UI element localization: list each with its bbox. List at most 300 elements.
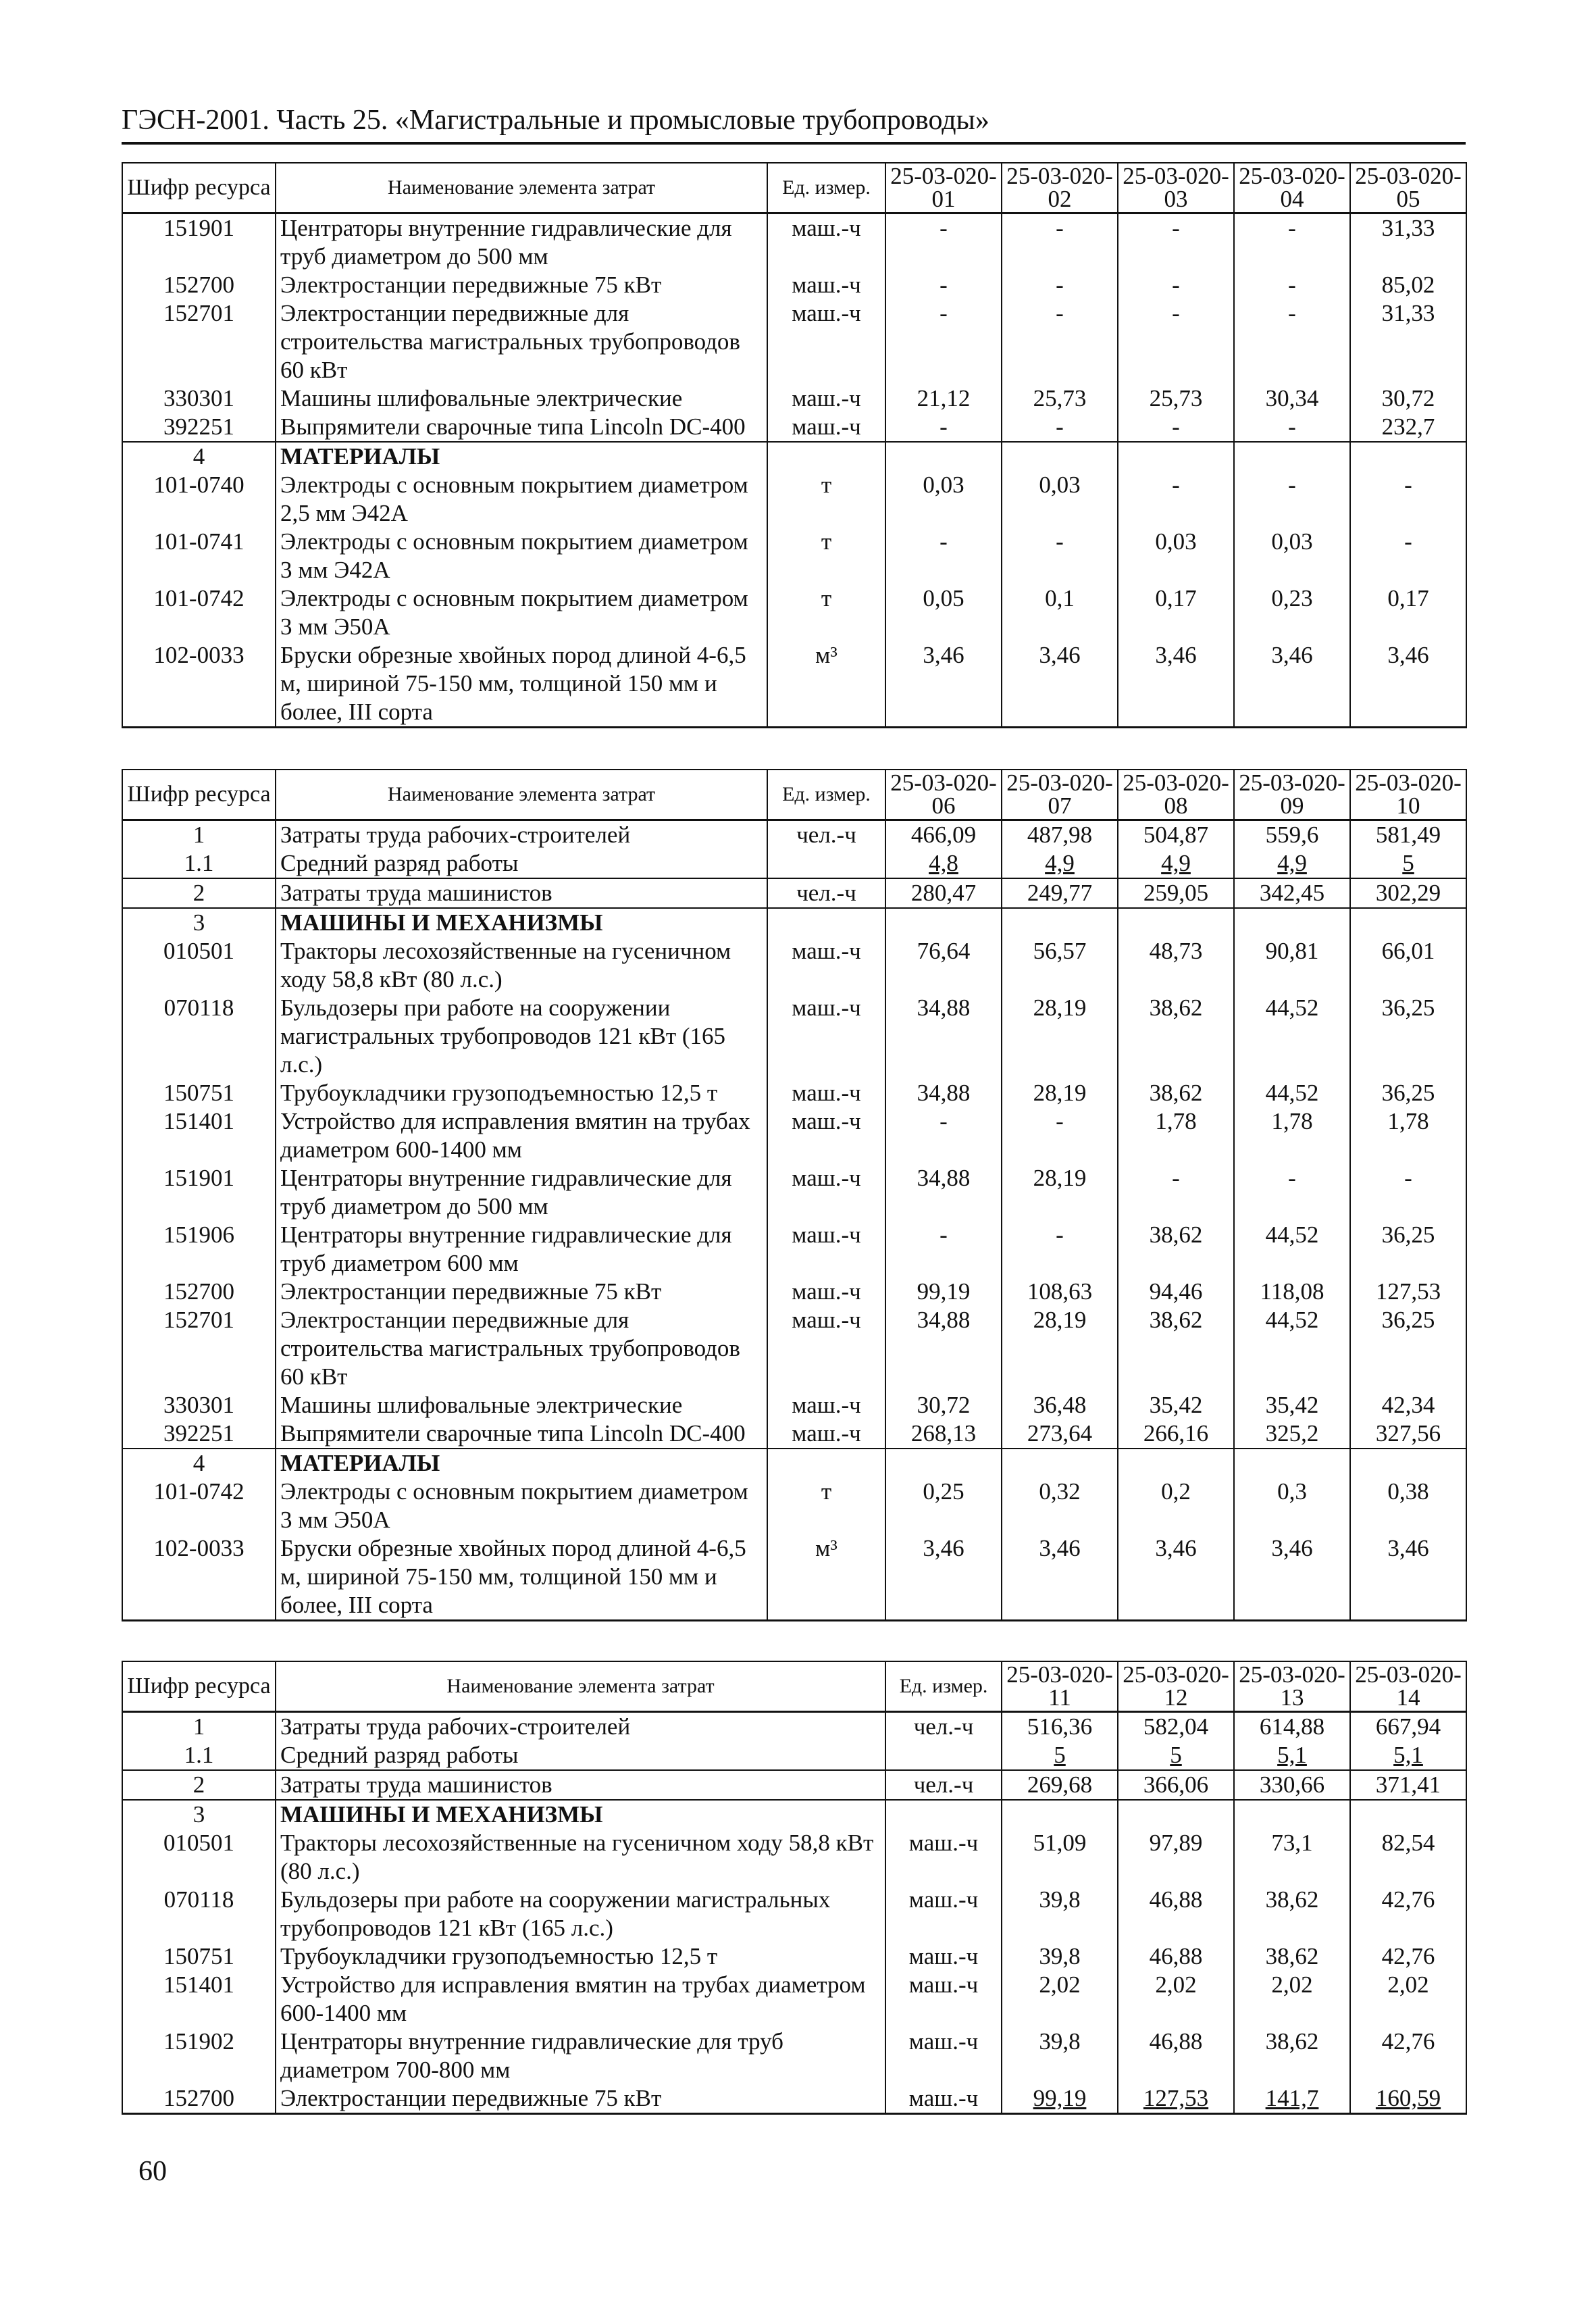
header-name: Наименование элемента затрат bbox=[276, 163, 767, 213]
unit-cell: маш.-ч bbox=[885, 2028, 1002, 2084]
value-cell: - bbox=[1234, 471, 1350, 528]
value-cell: 0,23 bbox=[1234, 584, 1350, 641]
header-norm-code: 25-03-020-11 bbox=[1002, 1661, 1118, 1712]
value-cell bbox=[1350, 908, 1466, 937]
resource-code: 151401 bbox=[122, 1971, 276, 2028]
value-cell: 0,03 bbox=[1234, 528, 1350, 584]
value-cell: 3,46 bbox=[1234, 641, 1350, 728]
resource-code: 101-0741 bbox=[122, 528, 276, 584]
resource-name: Электростанции передвижные для строительства магистральных трубопроводов 60 кВт bbox=[276, 299, 767, 384]
value-cell: 36,25 bbox=[1350, 1306, 1466, 1391]
table-body bbox=[122, 1712, 1466, 2114]
value-cell: 39,8 bbox=[1002, 1942, 1118, 1971]
resource-code: 330301 bbox=[122, 384, 276, 413]
value-cell: 34,88 bbox=[885, 1164, 1002, 1221]
value-cell: 3,46 bbox=[885, 1534, 1002, 1621]
value-cell: 302,29 bbox=[1350, 878, 1466, 908]
unit-cell: маш.-ч bbox=[885, 1829, 1002, 1886]
table-row bbox=[122, 1419, 1466, 1449]
value-cell: 3,46 bbox=[1350, 641, 1466, 728]
value-cell: - bbox=[1002, 1107, 1118, 1164]
value-cell: 99,19 bbox=[885, 1278, 1002, 1306]
resource-code: 101-0740 bbox=[122, 471, 276, 528]
resource-code: 070118 bbox=[122, 994, 276, 1079]
value-cell: 46,88 bbox=[1118, 2028, 1234, 2084]
table-row bbox=[122, 1391, 1466, 1419]
header-norm-code: 25-03-020-14 bbox=[1350, 1661, 1466, 1712]
table-row bbox=[122, 1478, 1466, 1534]
value-cell: 34,88 bbox=[885, 1079, 1002, 1107]
unit-cell: маш.-ч bbox=[885, 1971, 1002, 2028]
table-row bbox=[122, 641, 1466, 728]
unit-cell: маш.-ч bbox=[767, 413, 885, 442]
value-cell: 3,46 bbox=[1234, 1534, 1350, 1621]
resource-name: Бульдозеры при работе на сооружении магистральных трубопроводов 121 кВт (165 л.с.) bbox=[276, 1886, 885, 1942]
value-cell: 582,04 bbox=[1118, 1712, 1234, 1742]
value-cell: 1,78 bbox=[1234, 1107, 1350, 1164]
value-cell: 44,52 bbox=[1234, 1306, 1350, 1391]
value-cell: 0,1 bbox=[1002, 584, 1118, 641]
value-cell bbox=[1350, 1800, 1466, 1829]
value-cell: 51,09 bbox=[1002, 1829, 1118, 1886]
value-cell: - bbox=[1002, 528, 1118, 584]
value-cell: 2,02 bbox=[1234, 1971, 1350, 2028]
table-row bbox=[122, 1886, 1466, 1942]
table-body bbox=[122, 820, 1466, 1621]
resource-name: МАТЕРИАЛЫ bbox=[276, 442, 767, 471]
value-cell: 273,64 bbox=[1002, 1419, 1118, 1449]
value-cell: 46,88 bbox=[1118, 1942, 1234, 1971]
value-cell: - bbox=[1234, 271, 1350, 299]
resource-name: Бруски обрезные хвойных пород длиной 4-6,5 м, шириной 75-150 мм, толщиной 150 мм и более, III сорта bbox=[276, 641, 767, 728]
value-cell: 371,41 bbox=[1350, 1770, 1466, 1800]
unit-cell: маш.-ч bbox=[767, 1391, 885, 1419]
page-header: ГЭСН-2001. Часть 25. «Магистральные и промысловые трубопроводы» bbox=[122, 101, 1466, 145]
table-row bbox=[122, 820, 1466, 850]
resource-name: Электростанции передвижные 75 кВт bbox=[276, 1278, 767, 1306]
value-cell: 42,34 bbox=[1350, 1391, 1466, 1419]
table-row bbox=[122, 937, 1466, 994]
unit-cell: маш.-ч bbox=[767, 937, 885, 994]
value-cell: 42,76 bbox=[1350, 1886, 1466, 1942]
resource-code: 151401 bbox=[122, 1107, 276, 1164]
value-cell: 266,16 bbox=[1118, 1419, 1234, 1449]
resource-name: Средний разряд работы bbox=[276, 849, 767, 878]
value-cell bbox=[1118, 1449, 1234, 1478]
table-header bbox=[122, 770, 1466, 820]
value-cell: 0,03 bbox=[885, 471, 1002, 528]
value-cell: 38,62 bbox=[1118, 1079, 1234, 1107]
value-cell: 97,89 bbox=[1118, 1829, 1234, 1886]
value-cell: 516,36 bbox=[1002, 1712, 1118, 1742]
value-cell: 2,02 bbox=[1118, 1971, 1234, 2028]
resource-code: 152700 bbox=[122, 1278, 276, 1306]
header-norm-code: 25-03-020-09 bbox=[1234, 770, 1350, 820]
value-cell: 25,73 bbox=[1002, 384, 1118, 413]
resource-code: 330301 bbox=[122, 1391, 276, 1419]
value-cell: 36,48 bbox=[1002, 1391, 1118, 1419]
value-cell: 56,57 bbox=[1002, 937, 1118, 994]
value-cell: 3,46 bbox=[885, 641, 1002, 728]
value-cell: 0,03 bbox=[1118, 528, 1234, 584]
table-row bbox=[122, 471, 1466, 528]
value-cell: - bbox=[885, 213, 1002, 272]
resource-name: Тракторы лесохозяйственные на гусеничном ходу 58,8 кВт (80 л.с.) bbox=[276, 937, 767, 994]
header-unit: Ед. измер. bbox=[767, 770, 885, 820]
value-cell: 48,73 bbox=[1118, 937, 1234, 994]
resource-name: Центраторы внутренние гидравлические для труб диаметром до 500 мм bbox=[276, 1164, 767, 1221]
resource-name: Тракторы лесохозяйственные на гусеничном ходу 58,8 кВт (80 л.с.) bbox=[276, 1829, 885, 1886]
value-cell: 2,02 bbox=[1350, 1971, 1466, 2028]
section-title-row bbox=[122, 1800, 1466, 1829]
value-cell: 3,46 bbox=[1118, 1534, 1234, 1621]
unit-cell: чел.-ч bbox=[885, 1770, 1002, 1800]
value-cell: - bbox=[885, 413, 1002, 442]
value-cell: 35,42 bbox=[1118, 1391, 1234, 1419]
table-row bbox=[122, 1221, 1466, 1278]
value-cell: 5 bbox=[1350, 849, 1466, 878]
header-norm-code: 25-03-020-08 bbox=[1118, 770, 1234, 820]
value-cell: 141,7 bbox=[1234, 2084, 1350, 2114]
unit-cell: маш.-ч bbox=[767, 1221, 885, 1278]
table-row bbox=[122, 994, 1466, 1079]
value-cell: 5 bbox=[1118, 1741, 1234, 1770]
resource-code: 151902 bbox=[122, 2028, 276, 2084]
table-row bbox=[122, 2028, 1466, 2084]
section-title-row bbox=[122, 442, 1466, 471]
value-cell bbox=[1234, 1449, 1350, 1478]
header-norm-code: 25-03-020-04 bbox=[1234, 163, 1350, 213]
value-cell: 466,09 bbox=[885, 820, 1002, 850]
table-row bbox=[122, 528, 1466, 584]
value-cell: 28,19 bbox=[1002, 1164, 1118, 1221]
header-norm-code: 25-03-020-06 bbox=[885, 770, 1002, 820]
value-cell: 90,81 bbox=[1234, 937, 1350, 994]
value-cell: - bbox=[885, 1221, 1002, 1278]
value-cell: 118,08 bbox=[1234, 1278, 1350, 1306]
table-row bbox=[122, 299, 1466, 384]
value-cell: 94,46 bbox=[1118, 1278, 1234, 1306]
value-cell: 667,94 bbox=[1350, 1712, 1466, 1742]
value-cell: 25,73 bbox=[1118, 384, 1234, 413]
unit-cell: маш.-ч bbox=[767, 384, 885, 413]
value-cell: 4,9 bbox=[1002, 849, 1118, 878]
value-cell: 38,62 bbox=[1234, 1886, 1350, 1942]
value-cell: 0,05 bbox=[885, 584, 1002, 641]
header-norm-code: 25-03-020-01 bbox=[885, 163, 1002, 213]
value-cell: 0,3 bbox=[1234, 1478, 1350, 1534]
value-cell: 504,87 bbox=[1118, 820, 1234, 850]
unit-cell: маш.-ч bbox=[767, 213, 885, 272]
value-cell bbox=[1118, 442, 1234, 471]
unit-cell: маш.-ч bbox=[767, 1164, 885, 1221]
value-cell: 614,88 bbox=[1234, 1712, 1350, 1742]
resource-code: 3 bbox=[122, 908, 276, 937]
table-row bbox=[122, 384, 1466, 413]
value-cell bbox=[1234, 1800, 1350, 1829]
value-cell: - bbox=[1002, 213, 1118, 272]
value-cell: - bbox=[885, 528, 1002, 584]
resource-name: Электростанции передвижные для строительства магистральных трубопроводов 60 кВт bbox=[276, 1306, 767, 1391]
table-row bbox=[122, 849, 1466, 878]
value-cell: 85,02 bbox=[1350, 271, 1466, 299]
unit-cell bbox=[767, 442, 885, 471]
resource-name: Затраты труда рабочих-строителей bbox=[276, 1712, 885, 1742]
table-row bbox=[122, 1829, 1466, 1886]
value-cell bbox=[885, 1449, 1002, 1478]
value-cell: 5,1 bbox=[1234, 1741, 1350, 1770]
value-cell: 38,62 bbox=[1118, 1306, 1234, 1391]
value-cell: 127,53 bbox=[1118, 2084, 1234, 2114]
value-cell bbox=[1350, 442, 1466, 471]
value-cell: 325,2 bbox=[1234, 1419, 1350, 1449]
resource-name: Затраты труда рабочих-строителей bbox=[276, 820, 767, 850]
table-row bbox=[122, 1942, 1466, 1971]
value-cell: 28,19 bbox=[1002, 994, 1118, 1079]
unit-cell: чел.-ч bbox=[767, 820, 885, 850]
value-cell: 36,25 bbox=[1350, 1079, 1466, 1107]
value-cell bbox=[1118, 908, 1234, 937]
value-cell: - bbox=[1118, 271, 1234, 299]
unit-cell: чел.-ч bbox=[767, 878, 885, 908]
resource-name: Устройство для исправления вмятин на трубах диаметром 600-1400 мм bbox=[276, 1107, 767, 1164]
table-row bbox=[122, 1107, 1466, 1164]
table-row bbox=[122, 1712, 1466, 1742]
value-cell bbox=[885, 442, 1002, 471]
resource-name: Бруски обрезные хвойных пород длиной 4-6,5 м, шириной 75-150 мм, толщиной 150 мм и более, III сорта bbox=[276, 1534, 767, 1621]
value-cell: 127,53 bbox=[1350, 1278, 1466, 1306]
section-title-row bbox=[122, 1449, 1466, 1478]
value-cell: 108,63 bbox=[1002, 1278, 1118, 1306]
resource-code: 4 bbox=[122, 1449, 276, 1478]
value-cell: - bbox=[1002, 413, 1118, 442]
unit-cell: т bbox=[767, 528, 885, 584]
resource-code: 150751 bbox=[122, 1079, 276, 1107]
resource-name: Бульдозеры при работе на сооружении магистральных трубопроводов 121 кВт (165 л.с.) bbox=[276, 994, 767, 1079]
value-cell bbox=[885, 908, 1002, 937]
cost-table-3 bbox=[122, 1661, 1467, 2115]
value-cell: - bbox=[1002, 299, 1118, 384]
header-norm-code: 25-03-020-10 bbox=[1350, 770, 1466, 820]
value-cell: 4,8 bbox=[885, 849, 1002, 878]
value-cell: 269,68 bbox=[1002, 1770, 1118, 1800]
value-cell: 31,33 bbox=[1350, 213, 1466, 272]
value-cell: 31,33 bbox=[1350, 299, 1466, 384]
header-code: Шифр ресурса bbox=[122, 770, 276, 820]
value-cell: 0,17 bbox=[1118, 584, 1234, 641]
value-cell: 36,25 bbox=[1350, 994, 1466, 1079]
value-cell bbox=[1350, 1449, 1466, 1478]
table-row bbox=[122, 1306, 1466, 1391]
value-cell: 0,2 bbox=[1118, 1478, 1234, 1534]
value-cell: 160,59 bbox=[1350, 2084, 1466, 2114]
table-row bbox=[122, 584, 1466, 641]
resource-name: Выпрямители сварочные типа Lincoln DC-400 bbox=[276, 1419, 767, 1449]
value-cell: 38,62 bbox=[1234, 2028, 1350, 2084]
resource-name: Трубоукладчики грузоподъемностью 12,5 т bbox=[276, 1942, 885, 1971]
resource-name: МАШИНЫ И МЕХАНИЗМЫ bbox=[276, 1800, 885, 1829]
resource-code: 151901 bbox=[122, 1164, 276, 1221]
value-cell: - bbox=[1234, 213, 1350, 272]
resource-code: 152700 bbox=[122, 271, 276, 299]
unit-cell: м³ bbox=[767, 1534, 885, 1621]
value-cell: 3,46 bbox=[1002, 641, 1118, 728]
table-row bbox=[122, 878, 1466, 908]
value-cell: 73,1 bbox=[1234, 1829, 1350, 1886]
value-cell: - bbox=[1118, 299, 1234, 384]
resource-name: Центраторы внутренние гидравлические для труб диаметром до 500 мм bbox=[276, 213, 767, 272]
value-cell: - bbox=[1234, 299, 1350, 384]
resource-name: Машины шлифовальные электрические bbox=[276, 1391, 767, 1419]
resource-name: Электроды с основным покрытием диаметром 3 мм Э50А bbox=[276, 1478, 767, 1534]
header-row bbox=[122, 1661, 1466, 1712]
value-cell: 268,13 bbox=[885, 1419, 1002, 1449]
value-cell: 330,66 bbox=[1234, 1770, 1350, 1800]
resource-code: 4 bbox=[122, 442, 276, 471]
table-row bbox=[122, 1164, 1466, 1221]
resource-code: 010501 bbox=[122, 1829, 276, 1886]
unit-cell: маш.-ч bbox=[885, 1886, 1002, 1942]
unit-cell: маш.-ч bbox=[767, 1306, 885, 1391]
value-cell: 42,76 bbox=[1350, 2028, 1466, 2084]
value-cell bbox=[1002, 908, 1118, 937]
value-cell: 0,03 bbox=[1002, 471, 1118, 528]
unit-cell: маш.-ч bbox=[767, 271, 885, 299]
resource-name: МАТЕРИАЛЫ bbox=[276, 1449, 767, 1478]
cost-table-1 bbox=[122, 162, 1467, 728]
resource-name: Затраты труда машинистов bbox=[276, 1770, 885, 1800]
value-cell: - bbox=[1350, 471, 1466, 528]
table-body bbox=[122, 213, 1466, 728]
header-code: Шифр ресурса bbox=[122, 163, 276, 213]
value-cell: 44,52 bbox=[1234, 1079, 1350, 1107]
resource-name: Машины шлифовальные электрические bbox=[276, 384, 767, 413]
value-cell: 39,8 bbox=[1002, 2028, 1118, 2084]
value-cell: 366,06 bbox=[1118, 1770, 1234, 1800]
value-cell: - bbox=[1350, 528, 1466, 584]
table-row bbox=[122, 1770, 1466, 1800]
header-unit: Ед. измер. bbox=[885, 1661, 1002, 1712]
value-cell: 280,47 bbox=[885, 878, 1002, 908]
resource-code: 152701 bbox=[122, 299, 276, 384]
unit-cell: маш.-ч bbox=[767, 299, 885, 384]
value-cell: 44,52 bbox=[1234, 1221, 1350, 1278]
resource-name: Трубоукладчики грузоподъемностью 12,5 т bbox=[276, 1079, 767, 1107]
header-norm-code: 25-03-020-12 bbox=[1118, 1661, 1234, 1712]
value-cell: 21,12 bbox=[885, 384, 1002, 413]
value-cell: 581,49 bbox=[1350, 820, 1466, 850]
resource-code: 1 bbox=[122, 820, 276, 850]
value-cell: 249,77 bbox=[1002, 878, 1118, 908]
unit-cell: маш.-ч bbox=[885, 2084, 1002, 2114]
resource-code: 1 bbox=[122, 1712, 276, 1742]
unit-cell: маш.-ч bbox=[885, 1942, 1002, 1971]
unit-cell: маш.-ч bbox=[767, 1278, 885, 1306]
value-cell: 34,88 bbox=[885, 994, 1002, 1079]
value-cell: 76,64 bbox=[885, 937, 1002, 994]
resource-name: Электроды с основным покрытием диаметром 3 мм Э42А bbox=[276, 528, 767, 584]
unit-cell bbox=[767, 1449, 885, 1478]
value-cell: - bbox=[1002, 271, 1118, 299]
header-unit: Ед. измер. bbox=[767, 163, 885, 213]
value-cell: 4,9 bbox=[1234, 849, 1350, 878]
unit-cell bbox=[767, 908, 885, 937]
table-row bbox=[122, 1971, 1466, 2028]
unit-cell: т bbox=[767, 1478, 885, 1534]
value-cell: 39,8 bbox=[1002, 1886, 1118, 1942]
value-cell: 30,72 bbox=[885, 1391, 1002, 1419]
header-code: Шифр ресурса bbox=[122, 1661, 276, 1712]
value-cell: 2,02 bbox=[1002, 1971, 1118, 2028]
resource-code: 102-0033 bbox=[122, 1534, 276, 1621]
table-row bbox=[122, 1741, 1466, 1770]
value-cell: 99,19 bbox=[1002, 2084, 1118, 2114]
value-cell: - bbox=[1002, 1221, 1118, 1278]
value-cell bbox=[1002, 1449, 1118, 1478]
value-cell: 327,56 bbox=[1350, 1419, 1466, 1449]
value-cell: 44,52 bbox=[1234, 994, 1350, 1079]
unit-cell: т bbox=[767, 584, 885, 641]
table-row bbox=[122, 213, 1466, 272]
value-cell bbox=[1002, 1800, 1118, 1829]
value-cell: 487,98 bbox=[1002, 820, 1118, 850]
value-cell: 1,78 bbox=[1118, 1107, 1234, 1164]
value-cell: 34,88 bbox=[885, 1306, 1002, 1391]
value-cell: 259,05 bbox=[1118, 878, 1234, 908]
resource-name: Электроды с основным покрытием диаметром 2,5 мм Э42А bbox=[276, 471, 767, 528]
value-cell: - bbox=[1118, 213, 1234, 272]
resource-name: Электростанции передвижные 75 кВт bbox=[276, 2084, 885, 2114]
table-row bbox=[122, 1079, 1466, 1107]
value-cell: 30,34 bbox=[1234, 384, 1350, 413]
value-cell bbox=[1118, 1800, 1234, 1829]
value-cell bbox=[1002, 442, 1118, 471]
value-cell: 559,6 bbox=[1234, 820, 1350, 850]
resource-code: 152701 bbox=[122, 1306, 276, 1391]
unit-cell: м³ bbox=[767, 641, 885, 728]
table-row bbox=[122, 1534, 1466, 1621]
header-name: Наименование элемента затрат bbox=[276, 770, 767, 820]
unit-cell: маш.-ч bbox=[767, 994, 885, 1079]
value-cell: - bbox=[1234, 1164, 1350, 1221]
value-cell: 35,42 bbox=[1234, 1391, 1350, 1419]
value-cell: 42,76 bbox=[1350, 1942, 1466, 1971]
header-row bbox=[122, 770, 1466, 820]
unit-cell bbox=[885, 1800, 1002, 1829]
resource-name: Выпрямители сварочные типа Lincoln DC-400 bbox=[276, 413, 767, 442]
table-row bbox=[122, 1278, 1466, 1306]
value-cell: - bbox=[1118, 471, 1234, 528]
resource-code: 3 bbox=[122, 1800, 276, 1829]
unit-cell bbox=[767, 849, 885, 878]
value-cell: 3,46 bbox=[1002, 1534, 1118, 1621]
page-number: 60 bbox=[138, 2156, 167, 2187]
value-cell: 0,32 bbox=[1002, 1478, 1118, 1534]
unit-cell: маш.-ч bbox=[767, 1079, 885, 1107]
resource-code: 010501 bbox=[122, 937, 276, 994]
section-title-row bbox=[122, 908, 1466, 937]
value-cell: 36,25 bbox=[1350, 1221, 1466, 1278]
value-cell: 5 bbox=[1002, 1741, 1118, 1770]
value-cell: - bbox=[885, 299, 1002, 384]
resource-name: Устройство для исправления вмятин на трубах диаметром 600-1400 мм bbox=[276, 1971, 885, 2028]
value-cell bbox=[1234, 442, 1350, 471]
value-cell: 342,45 bbox=[1234, 878, 1350, 908]
table-row bbox=[122, 413, 1466, 442]
header-norm-code: 25-03-020-13 bbox=[1234, 1661, 1350, 1712]
resource-code: 2 bbox=[122, 1770, 276, 1800]
value-cell: 5,1 bbox=[1350, 1741, 1466, 1770]
